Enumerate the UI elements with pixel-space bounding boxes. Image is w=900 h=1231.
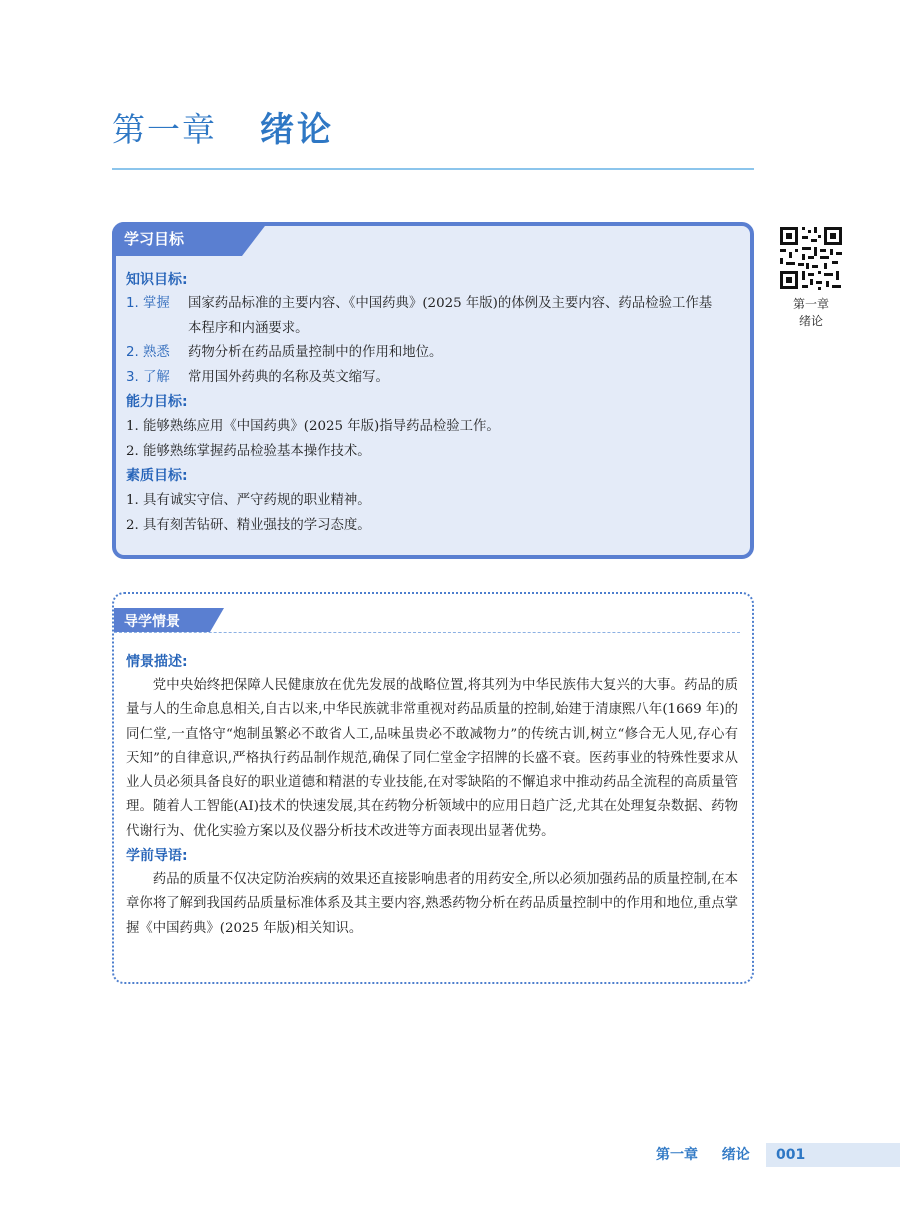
knowledge-item bbox=[126, 292, 742, 317]
scenario-title: 导学情景 bbox=[124, 614, 180, 630]
qr-caption-title: 绪论 bbox=[798, 314, 823, 328]
scenario-divider bbox=[114, 632, 740, 633]
footer-chapter bbox=[656, 1143, 766, 1167]
chapter-divider bbox=[112, 168, 754, 170]
scenario-body bbox=[126, 650, 738, 941]
objectives-tab bbox=[112, 222, 242, 256]
description-title: 情景描述: bbox=[126, 654, 188, 670]
qr-caption bbox=[772, 296, 850, 330]
objectives-body bbox=[126, 268, 742, 538]
quality-item: 1. 具有诚实守信、严守药规的职业精神。 bbox=[126, 493, 371, 508]
quality-item: 2. 具有刻苦钻研、精业强技的学习态度。 bbox=[126, 518, 371, 533]
qr-code[interactable] bbox=[778, 225, 844, 291]
guide-paragraph: 药品的质量不仅决定防治疾病的效果还直接影响患者的用药安全,所以必须加强药品的质量控制,在本章你将了解到我国药品质量标准体系及其主要内容,熟悉药物分析在药品质量控制中的作用和地位,重点掌握《中国药典》(2025 年版)相关知识。 bbox=[126, 872, 738, 936]
knowledge-text: 常用国外药典的名称及英文缩写。 bbox=[188, 369, 389, 385]
guide-title: 学前导语: bbox=[126, 848, 188, 865]
knowledge-text: 药物分析在药品质量控制中的作用和地位。 bbox=[188, 345, 443, 360]
knowledge-text-continued: 本程序和内涵要求。 bbox=[188, 320, 309, 336]
page-number: 001 bbox=[776, 1147, 806, 1163]
objectives-title: 学习目标 bbox=[124, 230, 185, 248]
scenario-tab bbox=[114, 608, 210, 632]
page-number-band bbox=[766, 1143, 900, 1167]
knowledge-key: 3. 了解 bbox=[126, 369, 170, 385]
knowledge-title: 知识目标: bbox=[126, 272, 188, 288]
knowledge-text: 国家药品标准的主要内容、《中国药典》(2025 年版)的体例及主要内容、药品检验工作基 bbox=[188, 296, 713, 311]
chapter-header bbox=[112, 96, 754, 170]
page-footer bbox=[656, 1143, 900, 1167]
description-paragraph: 党中央始终把保障人民健康放在优先发展的战略位置,将其列为中华民族伟大复兴的大事。药品的质量与人的生命息息相关,自古以来,中华民族就非常重视对药品质量的控制,始建于清康熙八年(1669 年)的同仁堂,一直恪守“炮制虽繁必不敢省人工,品味虽贵必不敢减物力”的传统古训,树立“修合无人见,存心有天知”的自律意识,严格执行药品制作规范,确保了同仁堂金字招牌的长盛不衰。医药事业的特殊性要求从业人员必须具备良好的职业道德和精湛的专业技能,在对零缺陷的不懈追求中推动药品全流程的高质量管理。随着人工智能(AI)技术的快速发展,其在药物分析领域中的应用日趋广泛,尤其在处理复杂数据、药物代谢行为、优化实验方案以及仪器分析技术改进等方面表现出显著优势。 bbox=[126, 678, 738, 839]
ability-title: 能力目标: bbox=[126, 394, 188, 410]
learning-objectives-box bbox=[112, 222, 754, 559]
ability-item: 1. 能够熟练应用《中国药典》(2025 年版)指导药品检验工作。 bbox=[126, 419, 500, 434]
knowledge-key: 1. 掌握 bbox=[126, 296, 170, 311]
knowledge-item bbox=[126, 366, 742, 391]
knowledge-item bbox=[126, 341, 742, 366]
chapter-title: 绪论 bbox=[260, 110, 334, 150]
qr-caption-chapter: 第一章 bbox=[792, 297, 829, 311]
guided-scenario-box bbox=[112, 592, 754, 984]
footer-chapter-name: 绪论 bbox=[721, 1147, 750, 1163]
quality-title: 素质目标: bbox=[126, 468, 188, 484]
footer-chapter-number: 第一章 bbox=[656, 1147, 698, 1163]
knowledge-key: 2. 熟悉 bbox=[126, 345, 170, 360]
chapter-number: 第一章 bbox=[112, 110, 217, 149]
ability-item: 2. 能够熟练掌握药品检验基本操作技术。 bbox=[126, 444, 371, 459]
